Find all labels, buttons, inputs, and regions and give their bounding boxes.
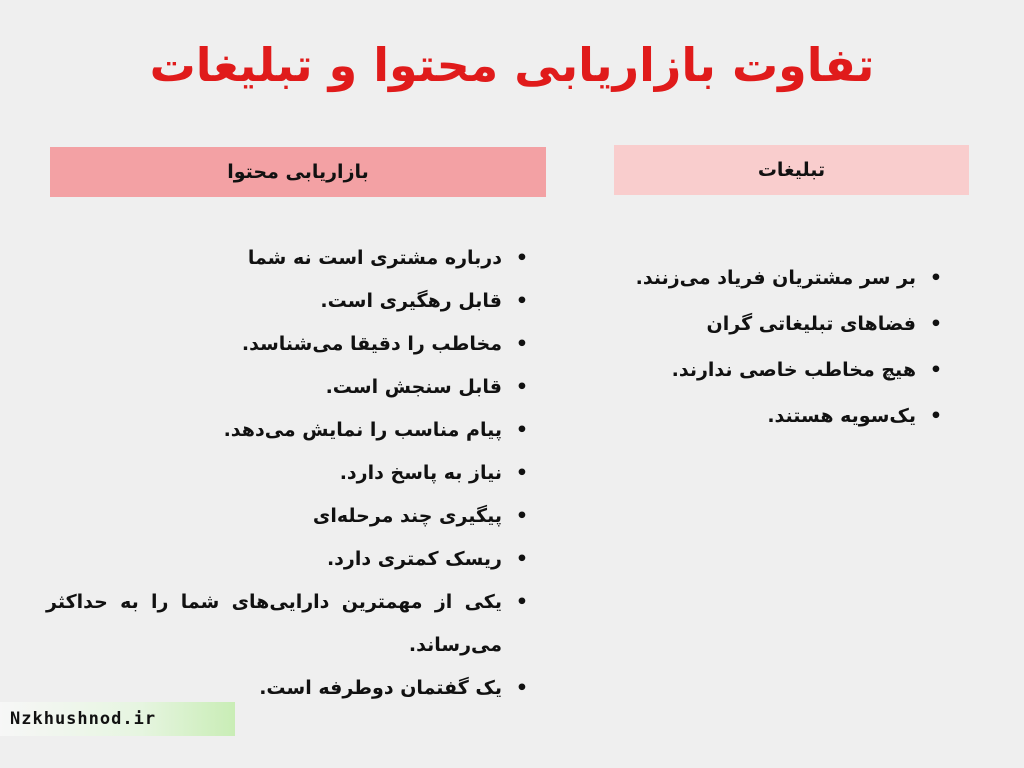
- list-item-text: هیچ مخاطب خاصی ندارند.: [671, 359, 916, 381]
- list-item: [46, 538, 536, 581]
- footer-site-label: Nzkhushnod.ir: [10, 709, 157, 729]
- advertising-column-header: [614, 145, 969, 195]
- page-title: تفاوت بازاریابی محتوا و تبلیغات: [149, 38, 875, 92]
- list-item: [46, 495, 536, 538]
- bullet-icon: •: [515, 290, 528, 312]
- list-item-text: بر سر مشتریان فریاد می‌زنند.: [635, 267, 916, 289]
- bullet-icon: •: [515, 591, 528, 613]
- list-item-text: قابل رهگیری است.: [320, 290, 502, 312]
- advertising-header-label: تبلیغات: [757, 159, 826, 181]
- content-marketing-list: [46, 237, 536, 710]
- content-marketing-header-label: بازاریابی محتوا: [227, 161, 369, 183]
- bullet-icon: •: [929, 359, 942, 381]
- list-item-text: یک گفتمان دوطرفه است.: [259, 677, 502, 699]
- list-item: [46, 237, 536, 280]
- bullet-icon: •: [515, 462, 528, 484]
- bullet-icon: •: [929, 313, 942, 335]
- advertising-list: [622, 255, 950, 439]
- list-item: [622, 347, 950, 393]
- list-item: [622, 301, 950, 347]
- bullet-icon: •: [515, 548, 528, 570]
- list-item: [46, 366, 536, 409]
- list-item-text: فضاهای تبلیغاتی گران: [706, 313, 916, 335]
- bullet-icon: •: [515, 419, 528, 441]
- list-item: [46, 323, 536, 366]
- footer-watermark: [0, 702, 235, 736]
- list-item: [622, 255, 950, 301]
- list-item-text: ریسک کمتری دارد.: [326, 548, 502, 570]
- list-item-text: نیاز به پاسخ دارد.: [339, 462, 502, 484]
- bullet-icon: •: [929, 267, 942, 289]
- list-item: [46, 581, 536, 667]
- bullet-icon: •: [929, 405, 942, 427]
- list-item: [622, 393, 950, 439]
- list-item-text: درباره مشتری است نه شما: [247, 247, 502, 269]
- list-item-text: پیام مناسب را نمایش می‌دهد.: [223, 419, 502, 441]
- bullet-icon: •: [515, 505, 528, 527]
- content-marketing-column-header: [50, 147, 546, 197]
- list-item-text: مخاطب را دقیقا می‌شناسد.: [241, 333, 502, 355]
- list-item: [46, 452, 536, 495]
- bullet-icon: •: [515, 677, 528, 699]
- list-item-text: پیگیری چند مرحله‌ای: [312, 505, 502, 527]
- bullet-icon: •: [515, 333, 528, 355]
- list-item-text: یکی از مهمترین دارایی‌های شما را به حداکثر می‌رساند.: [46, 591, 502, 656]
- bullet-icon: •: [515, 376, 528, 398]
- list-item-text: یک‌سویه هستند.: [767, 405, 916, 427]
- list-item: [46, 280, 536, 323]
- bullet-icon: •: [515, 247, 528, 269]
- list-item: [46, 409, 536, 452]
- list-item-text: قابل سنجش است.: [325, 376, 502, 398]
